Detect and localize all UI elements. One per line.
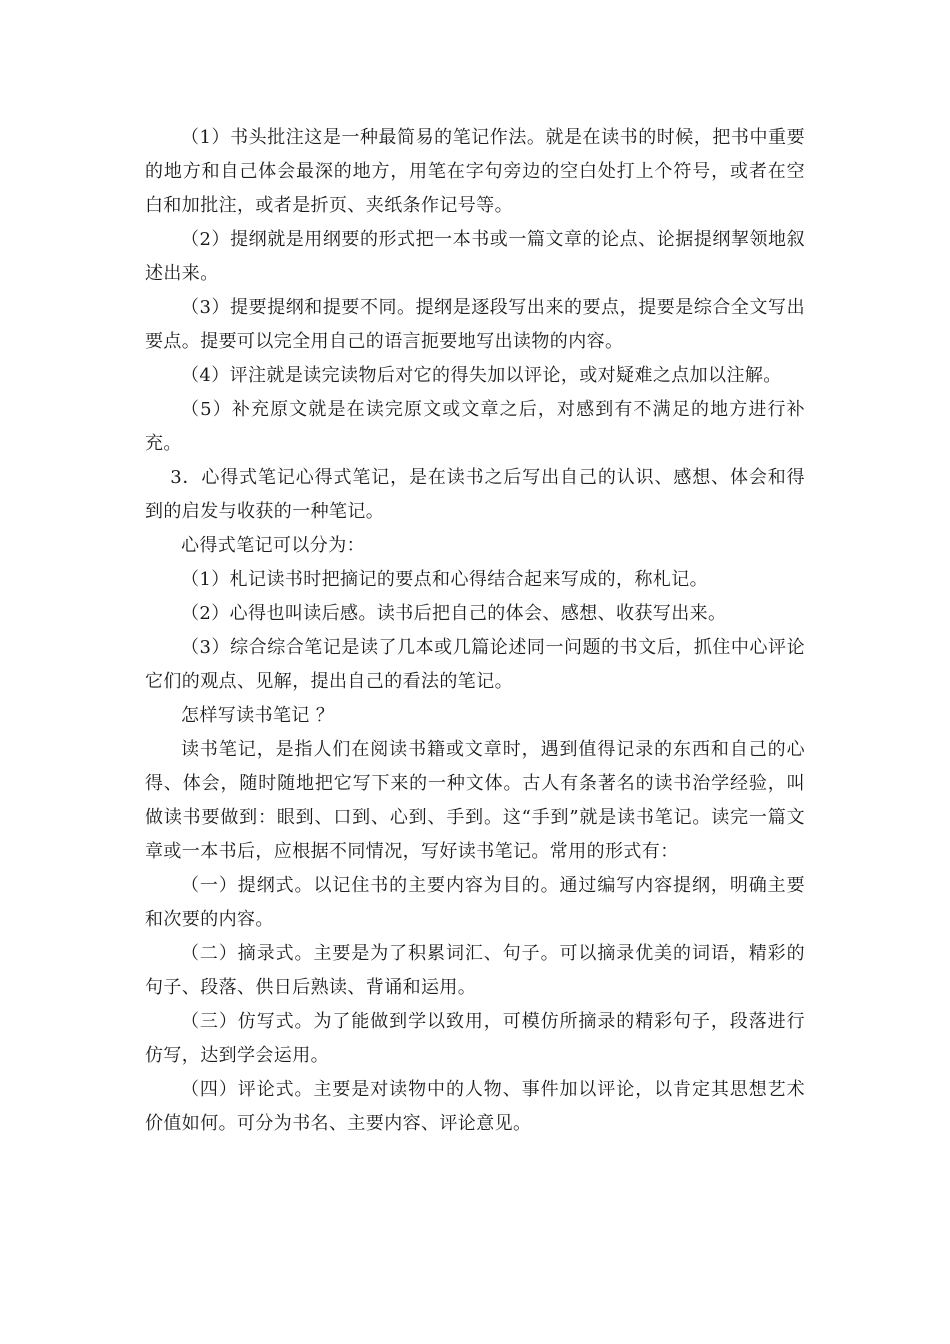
document-body [145, 121, 805, 1141]
paragraph-review-style: （四）评论式。主要是对读物中的人物、事件加以评论，以肯定其思想艺术价值如何。可分为书名、主要内容、评论意见。 [145, 1079, 805, 1134]
paragraph-supplement: （5）补充原文就是在读完原文或文章之后，对感到有不满足的地方进行补充。 [145, 399, 805, 454]
paragraph-comprehensive: （3）综合综合笔记是读了几本或几篇论述同一问题的书文后，抓住中心评论它们的观点、见解，提出自己的看法的笔记。 [145, 637, 805, 692]
paragraph-outline: （2）提纲就是用纲要的形式把一本书或一篇文章的论点、论据提纲挈领地叙述出来。 [145, 229, 805, 284]
paragraph-impressions: （2）心得也叫读后感。读书后把自己的体会、感想、收获写出来。 [181, 603, 727, 624]
paragraph-imitation-style: （三）仿写式。为了能做到学以致用，可模仿所摘录的精彩句子，段落进行仿写，达到学会运用。 [145, 1011, 805, 1066]
paragraph-summary: （3）提要提纲和提要不同。提纲是逐段写出来的要点，提要是综合全文写出要点。提要可以完全用自己的语言扼要地写出读物的内容。 [145, 297, 805, 352]
paragraph-intro: 读书笔记，是指人们在阅读书籍或文章时，遇到值得记录的东西和自己的心得、体会，随时随地把它写下来的一种文体。古人有条著名的读书治学经验，叫做读书要做到：眼到、口到、心到、手到。这“手到”就是读书笔记。读完一篇文章或一本书后，应根据不同情况，写好读书笔记。常用的形式有： [145, 739, 805, 862]
paragraph-commentary: （4）评注就是读完读物后对它的得失加以评论，或对疑难之点加以注解。 [181, 365, 782, 386]
paragraph-reflection-types: 心得式笔记可以分为： [181, 535, 365, 556]
paragraph-reflection-notes: 3．心得式笔记心得式笔记，是在读书之后写出自己的认识、感想、体会和得到的启发与收获的一种笔记。 [145, 467, 805, 522]
paragraph-outline-style: （一）提纲式。以记住书的主要内容为目的。通过编写内容提纲，明确主要和次要的内容。 [145, 875, 805, 930]
paragraph-annotation: （1）书头批注这是一种最简易的笔记作法。就是在读书的时候，把书中重要的地方和自己体会最深的地方，用笔在字句旁边的空白处打上个符号，或者在空白和加批注，或者是折页、夹纸条作记号等。 [145, 127, 805, 216]
paragraph-jottings: （1）札记读书时把摘记的要点和心得结合起来写成的，称札记。 [181, 569, 709, 590]
paragraph-excerpt-style: （二）摘录式。主要是为了积累词汇、句子。可以摘录优美的词语，精彩的句子、段落、供日后熟读、背诵和运用。 [145, 943, 805, 998]
section-heading: 怎样写读书笔记 ？ [181, 705, 335, 726]
